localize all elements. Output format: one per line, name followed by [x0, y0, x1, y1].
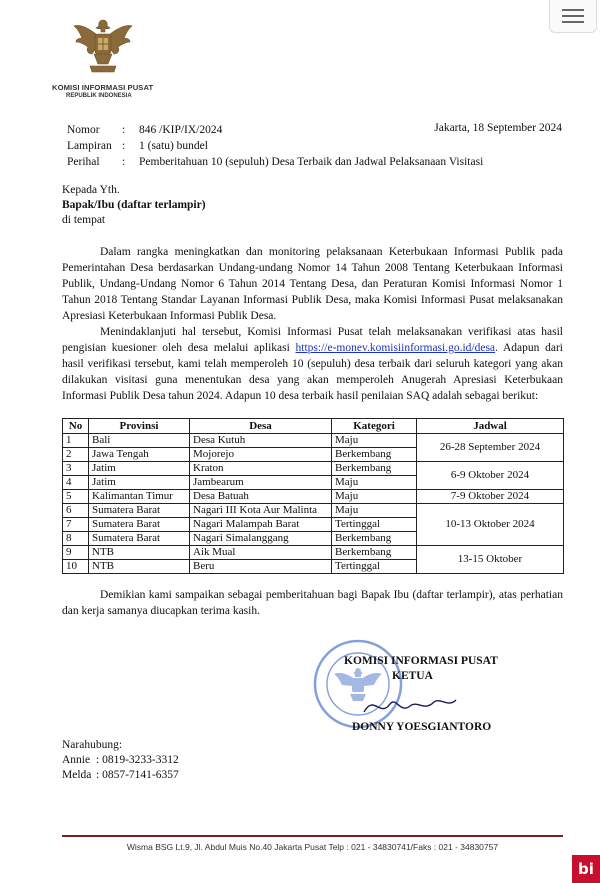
column-header: Jadwal [417, 419, 564, 434]
signatory-name: DONNY YOESGIANTORO [352, 721, 492, 733]
meta-colon: : [122, 140, 126, 152]
paragraph-text: Demikian kami sampaikan sebagai pemberitahuan bagi Bapak Ibu (daftar terlampir), atas perhatian dan kerja samanya diucapkan terima kasih. [62, 589, 563, 617]
table-row [63, 490, 564, 504]
cell-kategori: Berkembang [332, 448, 417, 462]
body-paragraph-2 [62, 324, 563, 404]
column-header: Desa [190, 419, 332, 434]
cell-kategori: Berkembang [332, 462, 417, 476]
contact-row [62, 768, 179, 783]
cell-desa: Nagari Simalanggang [190, 532, 332, 546]
table-row [63, 462, 564, 476]
meta-label: Perihal [67, 156, 100, 168]
contact-label: Narahubung: [62, 739, 123, 751]
cell-no: 2 [63, 448, 89, 462]
hamburger-menu-icon[interactable] [549, 0, 597, 33]
cell-provinsi: Jatim [89, 462, 190, 476]
monev-link[interactable]: https://e-monev.komisiinformasi.go.id/desa [295, 342, 496, 354]
cell-kategori: Berkembang [332, 546, 417, 560]
column-header: Kategori [332, 419, 417, 434]
cell-no: 7 [63, 518, 89, 532]
meta-row-nomor [67, 122, 483, 138]
paragraph-text: Dalam rangka meningkatkan dan monitoring pelaksanaan Keterbukaan Informasi Publik pada Pemerintahan Desa berdasarkan Undang-undang Nomor 14 Tahun 2008 Tentang Keterbukaan Informasi Publik, Undang-Undang Nomor 6 Tahun 2014 Tentang Desa, dan Peraturan Komisi Informasi Nomor 1 Tahun 2018 Tentang Standar Layanan Informasi Publik Desa, maka Komisi Informasi Pusat melaksanakan Apresiasi Keterbukaan Informasi Publik Desa. [62, 246, 563, 322]
footer-address: Wisma BSG Lt.9, Jl. Abdul Muis No.40 Jakarta Pusat Telp : 021 - 34830741/Faks : 021 - 34830757 [126, 842, 499, 852]
cell-kategori: Maju [332, 476, 417, 490]
cell-jadwal: 26-28 September 2024 [417, 434, 564, 462]
cell-provinsi: Sumatera Barat [89, 518, 190, 532]
cell-jadwal: 13-15 Oktober [417, 546, 564, 574]
column-header: No [63, 419, 89, 434]
column-header: Provinsi [89, 419, 190, 434]
desa-table [62, 418, 564, 574]
cell-provinsi: Jatim [89, 476, 190, 490]
cell-no: 5 [63, 490, 89, 504]
recipient-place: di tempat [62, 214, 106, 226]
org-subtitle: REPUBLIK INDONESIA [66, 93, 132, 99]
signature-title: KETUA [392, 670, 433, 682]
contact-block [62, 738, 179, 783]
cell-provinsi: Jawa Tengah [89, 448, 190, 462]
recipient-name: Bapak/Ibu (daftar terlampir) [62, 199, 206, 211]
org-name: KOMISI INFORMASI PUSAT [52, 83, 154, 92]
cell-provinsi: Kalimantan Timur [89, 490, 190, 504]
cell-desa: Beru [190, 560, 332, 574]
letter-date: Jakarta, 18 September 2024 [434, 122, 562, 134]
cell-provinsi: NTB [89, 546, 190, 560]
signature-scribble-icon [360, 690, 460, 720]
cell-desa: Aik Mual [190, 546, 332, 560]
cell-provinsi: Bali [89, 434, 190, 448]
cell-jadwal: 10-13 Oktober 2024 [417, 504, 564, 546]
cell-desa: Nagari III Kota Aur Malinta [190, 504, 332, 518]
cell-desa: Nagari Malampah Barat [190, 518, 332, 532]
recipient-block [62, 183, 206, 228]
cell-provinsi: NTB [89, 560, 190, 574]
cell-no: 4 [63, 476, 89, 490]
contact-phone: : 0819-3233-3312 [96, 754, 179, 766]
contact-name: Melda [62, 769, 92, 781]
recipient-line: Kepada Yth. [62, 184, 120, 196]
bi-watermark-logo: bi [572, 855, 600, 883]
cell-no: 3 [63, 462, 89, 476]
meta-value: 846 /KIP/IX/2024 [139, 124, 223, 136]
meta-label: Nomor [67, 124, 100, 136]
cell-desa: Desa Batuah [190, 490, 332, 504]
cell-no: 9 [63, 546, 89, 560]
contact-name: Annie [62, 754, 91, 766]
cell-desa: Desa Kutuh [190, 434, 332, 448]
table-header-row [63, 419, 564, 434]
cell-jadwal: 7-9 Oktober 2024 [417, 490, 564, 504]
meta-value: 1 (satu) bundel [139, 140, 208, 152]
paragraph-text: Menindaklanjuti hal tersebut, Komisi Informasi Pusat telah melaksanakan verifikasi atas hasil pengisian kuesioner oleh desa melalui aplikasi [62, 326, 563, 354]
meta-label: Lampiran [67, 140, 112, 152]
garuda-emblem-icon [70, 14, 136, 80]
letter-meta [67, 122, 483, 170]
cell-no: 8 [63, 532, 89, 546]
paragraph-text: . Adapun dari hasil verifikasi tersebut, kami telah memperoleh 10 (sepuluh) desa terbaik dari seluruh kategori yang akan dilakukan visitasi guna menentukan desa yang akan memperoleh Anugerah Apresiasi Keterbukaan Informasi Publik Desa tahun 2024. Adapun 10 desa terbaik hasil penilaian SAQ adalah sebagai berikut: [62, 342, 563, 402]
signature-org: KOMISI INFORMASI PUSAT [344, 655, 498, 667]
cell-jadwal: 6-9 Oktober 2024 [417, 462, 564, 490]
cell-kategori: Berkembang [332, 532, 417, 546]
cell-kategori: Maju [332, 434, 417, 448]
cell-no: 10 [63, 560, 89, 574]
table-row [63, 434, 564, 448]
meta-row-perihal [67, 154, 483, 170]
closing-paragraph [62, 587, 563, 619]
cell-kategori: Maju [332, 490, 417, 504]
table-row [63, 504, 564, 518]
cell-desa: Jambearum [190, 476, 332, 490]
cell-desa: Mojorejo [190, 448, 332, 462]
cell-kategori: Tertinggal [332, 518, 417, 532]
meta-colon: : [122, 124, 126, 136]
cell-provinsi: Sumatera Barat [89, 504, 190, 518]
cell-desa: Kraton [190, 462, 332, 476]
contact-phone: : 0857-7141-6357 [96, 769, 179, 781]
meta-value: Pemberitahuan 10 (sepuluh) Desa Terbaik dan Jadwal Pelaksanaan Visitasi [139, 156, 484, 168]
cell-provinsi: Sumatera Barat [89, 532, 190, 546]
meta-colon: : [122, 156, 126, 168]
cell-kategori: Maju [332, 504, 417, 518]
cell-kategori: Tertinggal [332, 560, 417, 574]
table-row [63, 546, 564, 560]
contact-row [62, 753, 179, 768]
footer-rule [62, 835, 563, 837]
meta-row-lampiran [67, 138, 483, 154]
body-paragraph-1 [62, 244, 563, 324]
cell-no: 6 [63, 504, 89, 518]
cell-no: 1 [63, 434, 89, 448]
